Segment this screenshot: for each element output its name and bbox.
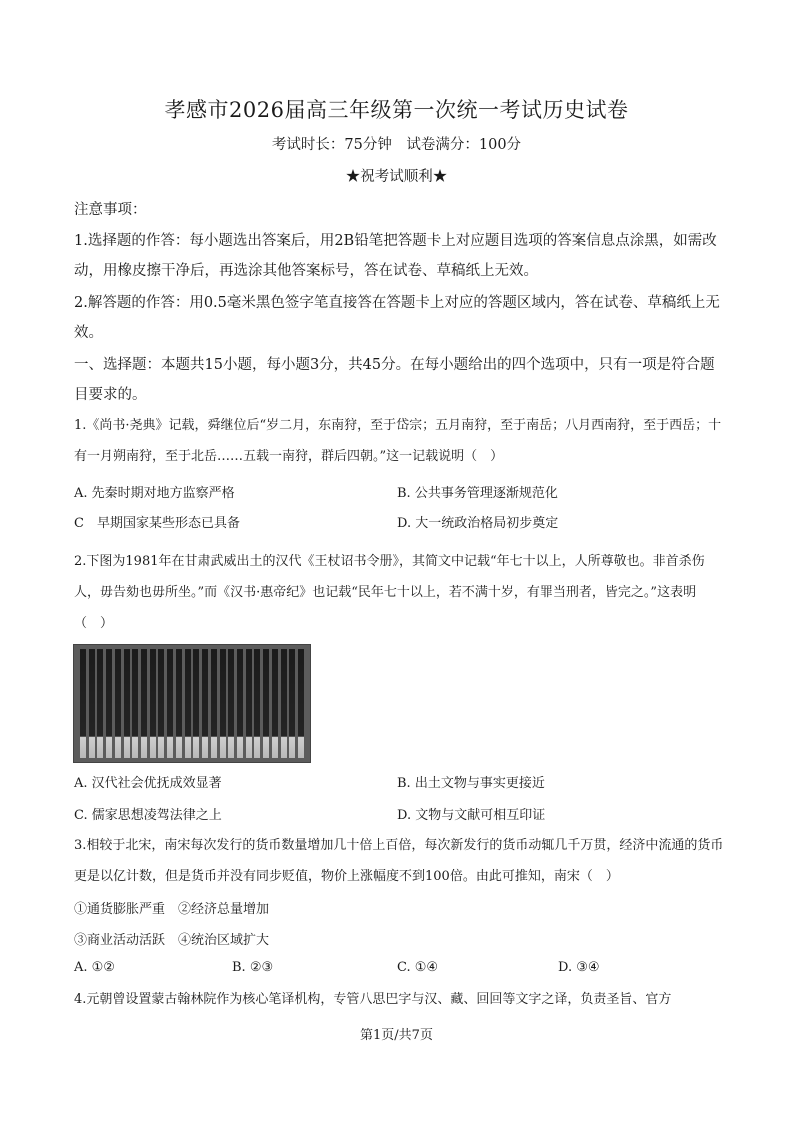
question-3-statements-1: ①通货膨胀严重 ②经济总量增加 xyxy=(74,902,270,917)
question-2-stem: 2.下图为1981年在甘肃武威出土的汉代《王杖诏书令册》，其简文中记载“年七十以上，人所尊敬也。非首杀伤人，毋告劾也毋所坐。”而《汉书·惠帝纪》也记载“民年七十以上，若不满十岁，有罪当刑者，皆完之。”这表明（ ） xyxy=(74,554,705,631)
question-3-statements-2: ③商业活动活跃 ④统治区域扩大 xyxy=(74,933,270,948)
note-item-2: 2.解答题的作答：用0.5毫米黑色签字笔直接答在答题卡上对应的答题区域内，答在试卷、草稿纸上无效。 xyxy=(74,295,720,341)
question-3-option-d: D. ③④ xyxy=(558,960,600,975)
question-3-stem: 3.相较于北宋，南宋每次发行的货币数量增加几十倍上百倍，每次新发行的货币动辄几千万贯，经济中流通的货币更是以亿计数，但是货币并没有同步贬值，物价上涨幅度不到100倍。由此可推知，南宋（ ） xyxy=(74,838,724,884)
question-2-option-a: A. 汉代社会优抚成效显著 xyxy=(74,776,222,791)
question-3-option-b: B. ②③ xyxy=(232,960,274,975)
question-3-option-c: C. ①④ xyxy=(397,960,439,975)
question-3-option-a: A. ①② xyxy=(74,960,115,975)
question-1-option-b: B. 公共事务管理逐渐规范化 xyxy=(397,486,558,501)
exam-duration-score: 考试时长：75分钟 试卷满分：100分 xyxy=(271,137,522,153)
question-1-option-d: D. 大一统政治格局初步奠定 xyxy=(397,516,559,531)
question-2-option-b: B. 出土文物与事实更接近 xyxy=(397,776,545,791)
question-1-option-c: C 早期国家某些形态已具备 xyxy=(74,516,240,531)
question-2-option-d: D. 文物与文献可相互印证 xyxy=(397,808,546,823)
note-item-1: 1.选择题的作答：每小题选出答案后，用2B铅笔把答题卡上对应题目选项的答案信息点涂黑，如需改动，用橡皮擦干净后，再选涂其他答案标号，答在试卷、草稿纸上无效。 xyxy=(74,233,717,279)
question-4-stem: 4.元朝曾设置蒙古翰林院作为核心笔译机构，专管八思巴字与汉、藏、回回等文字之译，负责圣旨、官方 xyxy=(74,992,672,1007)
page-number: 第1页/共7页 xyxy=(360,1028,433,1043)
notes-heading: 注意事项： xyxy=(74,202,147,218)
question-2-option-c: C. 儒家思想凌驾法律之上 xyxy=(74,808,222,823)
exam-wish: ★祝考试顺利★ xyxy=(345,169,448,185)
question-1-stem: 1.《尚书·尧典》记载，舜继位后“岁二月，东南狩，至于岱宗；五月南狩，至于南岳；八月西南狩，至于西岳；十有一月朔南狩，至于北岳……五载一南狩，群后四朝。”这一记载说明（ ） xyxy=(74,418,722,464)
section-intro: 一、选择题：本题共15小题，每小题3分，共45分。在每小题给出的四个选项中，只有一项是符合题目要求的。 xyxy=(74,357,715,403)
question-1-option-a: A. 先秦时期对地方监察严格 xyxy=(74,486,235,501)
bamboo-slips-photo xyxy=(73,644,311,763)
exam-title: 孝感市2026届高三年级第一次统一考试历史试卷 xyxy=(164,98,629,122)
